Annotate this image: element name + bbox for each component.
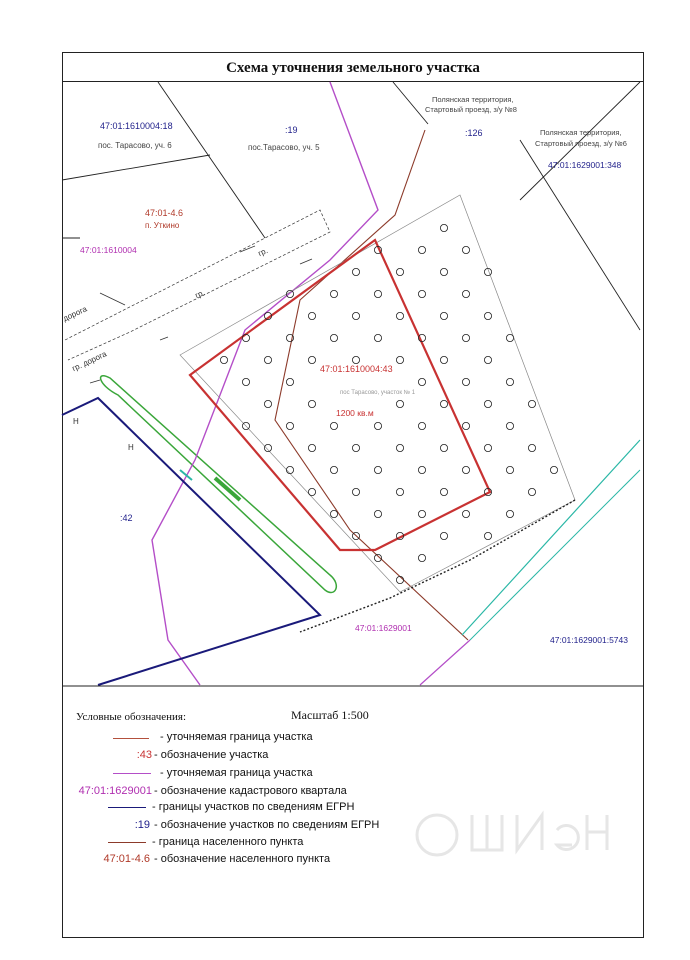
tree-circle [242, 378, 249, 385]
tree-circle [264, 356, 271, 363]
tree-circle [528, 444, 535, 451]
label-p5743-code: 47:01:1629001:5743 [550, 635, 628, 645]
legend-text-1: - уточняемая граница участка [160, 731, 313, 743]
legend-sample-parcel-label: :43 [136, 749, 152, 761]
tree-circle [396, 400, 403, 407]
teal-line [470, 470, 640, 640]
teal-marker [180, 470, 192, 480]
tree-circle [308, 400, 315, 407]
legend-sample-quarter-label: 47:01:1629001 [78, 785, 152, 797]
label-road-doroga1: дорога [61, 304, 89, 324]
tree-circle [462, 378, 469, 385]
label-p19-code: :19 [285, 125, 298, 135]
tree-circle [264, 444, 271, 451]
tree-circle [418, 378, 425, 385]
tree-circle [396, 268, 403, 275]
legend-text-7: - граница населенного пункта [152, 836, 304, 848]
tree-circle [330, 510, 337, 517]
road-symbol [240, 246, 255, 252]
tree-circle [308, 312, 315, 319]
tree-circle [484, 400, 491, 407]
tree-circle [330, 290, 337, 297]
tree-circle [440, 356, 447, 363]
label-parcel-code: 47:01:1610004:43 [320, 364, 393, 374]
tree-circle [440, 224, 447, 231]
egrn-parcel-lines [62, 82, 640, 330]
road-edge [65, 210, 330, 360]
tree-circle [440, 400, 447, 407]
road-symbol [160, 337, 168, 340]
tree-circle [396, 312, 403, 319]
tree-circle [330, 466, 337, 473]
label-polyan8-line1: Полянская территория, [432, 95, 514, 104]
tree-circle [462, 334, 469, 341]
label-road-gr1: гр. [256, 246, 270, 259]
tree-circle [550, 466, 557, 473]
road-symbol [90, 380, 100, 383]
tree-circle [484, 312, 491, 319]
tree-circle [352, 312, 359, 319]
teal-line [462, 440, 640, 635]
label-settlement-name: п. Уткино [145, 221, 180, 230]
tree-circle [506, 334, 513, 341]
legend-text-5: - границы участков по сведениям ЕГРН [152, 801, 355, 813]
label-parcel-addr: пос Тарасово, участок № 1 [340, 390, 416, 396]
tree-circle [286, 290, 293, 297]
road-corridor [65, 210, 330, 360]
tree-circle [418, 246, 425, 253]
tree-circle [528, 488, 535, 495]
legend-sample-settlement-label: 47:01-4.6 [103, 853, 150, 865]
label-h2: Н [128, 443, 134, 452]
tree-circle [396, 488, 403, 495]
tree-circle [484, 532, 491, 539]
road-symbol [300, 259, 312, 264]
tree-circle [418, 510, 425, 517]
tree-circle [418, 422, 425, 429]
egrn-line [62, 155, 210, 180]
tree-circle [264, 400, 271, 407]
tree-circle [528, 400, 535, 407]
tree-circle [352, 268, 359, 275]
tree-circle [506, 510, 513, 517]
tree-circle [286, 422, 293, 429]
tree-circle [374, 334, 381, 341]
tree-circle [220, 356, 227, 363]
egrn-line [393, 82, 428, 124]
label-p19-addr: пос.Тарасово, уч. 5 [248, 143, 320, 152]
tree-circle [440, 268, 447, 275]
label-p42-code: :42 [120, 513, 133, 523]
tree-circle [308, 444, 315, 451]
legend-text-3: - уточняемая граница участка [160, 767, 313, 779]
tree-circle [484, 356, 491, 363]
label-p348-code: 47:01:1629001:348 [548, 160, 622, 170]
tree-circle [396, 444, 403, 451]
label-polyan6-line2: Стартовый проезд, з/у №6 [535, 139, 627, 148]
label-p126-code: :126 [465, 128, 483, 138]
road-symbols [90, 246, 312, 383]
label-quarter-1629001: 47:01:1629001 [355, 623, 412, 633]
tree-circle [462, 422, 469, 429]
tree-circle [484, 444, 491, 451]
legend-text-2: - обозначение участка [154, 749, 269, 761]
tree-circle [374, 290, 381, 297]
tree-circle [374, 422, 381, 429]
watermark-logo [412, 800, 612, 870]
tree-circle [418, 466, 425, 473]
tree-circle [506, 466, 513, 473]
tree-circle [286, 466, 293, 473]
tree-circle [462, 246, 469, 253]
tree-circle [462, 510, 469, 517]
tree-circle [396, 356, 403, 363]
tree-circle [462, 290, 469, 297]
tree-circle [308, 488, 315, 495]
tree-circle [440, 532, 447, 539]
tree-circle [506, 378, 513, 385]
label-settlement-code: 47:01-4.6 [145, 208, 184, 218]
label-p18-code: 47:01:1610004:18 [100, 121, 173, 131]
tree-circle [418, 554, 425, 561]
quarter-boundary-line [152, 82, 378, 685]
legend-text-6: - обозначение участков по сведениям ЕГРН [154, 819, 380, 831]
tree-circle [396, 576, 403, 583]
tree-circle [330, 334, 337, 341]
label-quarter-1610004: 47:01:1610004 [80, 245, 137, 255]
tree-symbols [220, 224, 557, 583]
tree-circle [352, 488, 359, 495]
tree-circle [374, 466, 381, 473]
tree-circle [374, 510, 381, 517]
tree-circle [440, 488, 447, 495]
label-parcel-area: 1200 кв.м [336, 408, 374, 418]
tree-circle [418, 290, 425, 297]
tree-circle [506, 422, 513, 429]
scale-label: Масштаб 1:500 [291, 708, 369, 722]
magenta-line [420, 640, 470, 685]
label-h1: Н [73, 417, 79, 426]
tree-circle [440, 312, 447, 319]
parcel-42-boundary [62, 398, 320, 685]
tree-circle [462, 466, 469, 473]
settlement-boundary-line [275, 130, 468, 640]
legend-sample-egrn-label: :19 [134, 819, 150, 831]
legend-text-4: - обозначение кадастрового квартала [154, 785, 347, 797]
tree-circle [330, 422, 337, 429]
tree-circle [308, 356, 315, 363]
label-polyan6-line1: Полянская территория, [540, 128, 622, 137]
label-p18-addr: пос. Тарасово, уч. 6 [98, 141, 172, 150]
tree-circle [352, 356, 359, 363]
label-road-gr2: гр. [193, 288, 207, 301]
label-road-doroga2: гр. дорога [70, 349, 109, 374]
tree-circle [440, 444, 447, 451]
label-polyan8-line2: Стартовый проезд, з/у №8 [425, 105, 517, 114]
legend-text-8: - обозначение населенного пункта [154, 853, 331, 865]
page-title: Схема уточнения земельного участка [63, 53, 643, 82]
tree-circle [352, 444, 359, 451]
tree-circle [286, 378, 293, 385]
legend-title: Условные обозначения: [76, 711, 187, 723]
road-symbol [100, 293, 125, 305]
